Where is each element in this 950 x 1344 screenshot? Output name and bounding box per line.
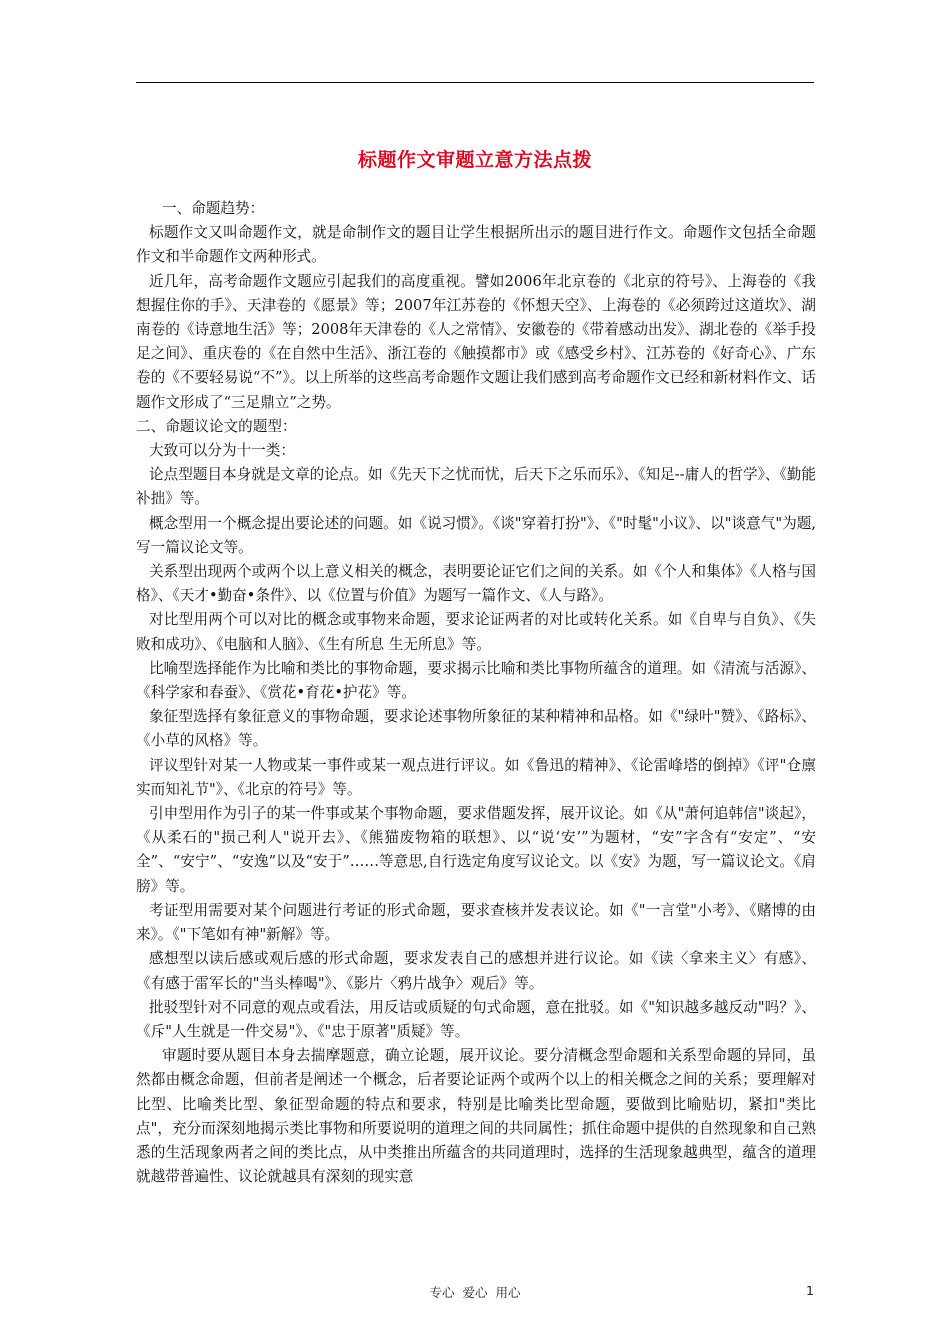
section-heading-1: 一、命题趋势： (162, 200, 265, 217)
paragraph-shenti: 审题时要从题目本身去揣摩题意，确立论题，展开议论。要分清概念型命题和关系型命题的异同，虽然都由概念命题，但前者是阐述一个概念，后者要论证两个或两个以上的相关概念之间的关系；要理解对比型、比喻类比型、象征型命题的特点和要求，特别是比喻类比型命题，要做到比喻贴切，紧扣"类比点"，充分而深刻地揭示类比事物和所要说明的道理之间的共同属性；抓住命题中提供的自然现象和自己熟悉的生活现象两者之间的类比点，从中类推出所蕴含的共同道理时，选择的生活现象越典型，蕴含的道理就越带普遍性、议论就越具有深刻的现实意 (136, 1047, 816, 1186)
paragraph-type-pingyi: 评议型针对某一人物或某一事件或某一观点进行评议。如《鲁迅的精神》、《论雷峰塔的倒掉》《评"仓廪实而知礼节"》、《北京的符号》等。 (136, 756, 816, 798)
paragraph-type-gainian: 概念型用一个概念提出要论述的问题。如《说习惯》。《谈"穿着打扮"》、《"时髦"小议》、以"谈意气"为题,写一篇议论文等。 (136, 514, 816, 556)
paragraph-type-lundian: 论点型题目本身就是文章的论点。如《先天下之忧而忧，后天下之乐而乐》、《知足--庸人的哲学》、《勤能补拙》等。 (136, 466, 816, 508)
paragraph: 标题作文又叫命题作文，就是命制作文的题目让学生根据所出示的题目进行作文。命题作文包括全命题作文和半命题作文两种形式。 (136, 224, 816, 266)
paragraph-type-biyu: 比喻型选择能作为比喻和类比的事物命题，要求揭示比喻和类比事物所蕴含的道理。如《清流与活源》、《科学家和春蚕》、《赏花•育花•护花》等。 (136, 659, 816, 702)
paragraph-type-yinshen: 引申型用作为引子的某一件事或某个事物命题，要求借题发挥，展开议论。如《从"萧何追韩信"谈起》，《从柔石的"损己利人"说开去》、《熊猫废物箱的联想》、以“说‘安’”为题材，“安”字含有“安定”、“安全”、“安宁”、“安逸”以及“安于”……等意思,自行选定角度写议论文。以《安》为题，写一篇议论文。《肩膀》等。 (136, 805, 816, 895)
header-rule (136, 82, 814, 83)
page-number: 1 (806, 1283, 814, 1298)
paragraph-type-kaozheng: 考证型用需要对某个问题进行考证的形式命题，要求查核并发表议论。如《"一言堂"小考》、《赌博的由来》。《"下笔如有神"新解》等。 (136, 901, 816, 944)
footer-motto: 专心 爱心 用心 (429, 1285, 521, 1300)
paragraph-type-pibo: 批驳型针对不同意的观点或看法，用反诘或质疑的句式命题，意在批驳。如《"知识越多越反动"吗？》、《斥"人生就是一件交易"》、《"忠于原著"质疑》等。 (136, 998, 816, 1040)
paragraph: 大致可以分为十一类： (149, 442, 295, 460)
paragraph-type-guanxi: 关系型出现两个或两个以上意义相关的概念，表明要论证它们之间的关系。如《个人和集体》《人格与国格》、《天才•勤奋•条件》、以《位置与价值》为题写一篇作文、《人与路》。 (136, 563, 816, 605)
paragraph-type-xiangzheng: 象征型选择有象征意义的事物命题，要求论述事物所象征的某种精神和品格。如《"绿叶"赞》、《路标》、《小草的风格》等。 (136, 708, 816, 750)
paragraph: 近几年，高考命题作文题应引起我们的高度重视。譬如2006年北京卷的《北京的符号》、上海卷的《我想握住你的手》、天津卷的《愿景》等；2007年江苏卷的《怀想天空》、上海卷的《必须跨过这道坎》、湖南卷的《诗意地生活》等；2008年天津卷的《人之常情》、安徽卷的《带着感动出发》、湖北卷的《举手投足之间》、重庆卷的《在自然中生活》、浙江卷的《触摸都市》或《感受乡村》、江苏卷的《好奇心》、广东卷的《不要轻易说“不”》。以上所举的这些高考命题作文题让我们感到高考命题作文已经和新材料作文、话题作文形成了“三足鼎立”之势。 (136, 272, 816, 411)
section-heading-2: 二、命题议论文的题型： (136, 417, 297, 435)
document-body (136, 197, 816, 1189)
document-title: 标题作文审题立意方法点拨 (357, 149, 592, 171)
paragraph-type-ganxiang: 感想型以读后感或观后感的形式命题，要求发表自己的感想并进行议论。如《读〈拿来主义〉有感》、《有感于雷军长的"当头棒喝"》、《影片〈鸦片战争〉观后》等。 (136, 950, 816, 992)
paragraph-type-duibi: 对比型用两个可以对比的概念或事物来命题，要求论证两者的对比或转化关系。如《自卑与自负》、《失败和成功》、《电脑和人脑》、《生有所息 生无所息》等。 (136, 611, 816, 653)
